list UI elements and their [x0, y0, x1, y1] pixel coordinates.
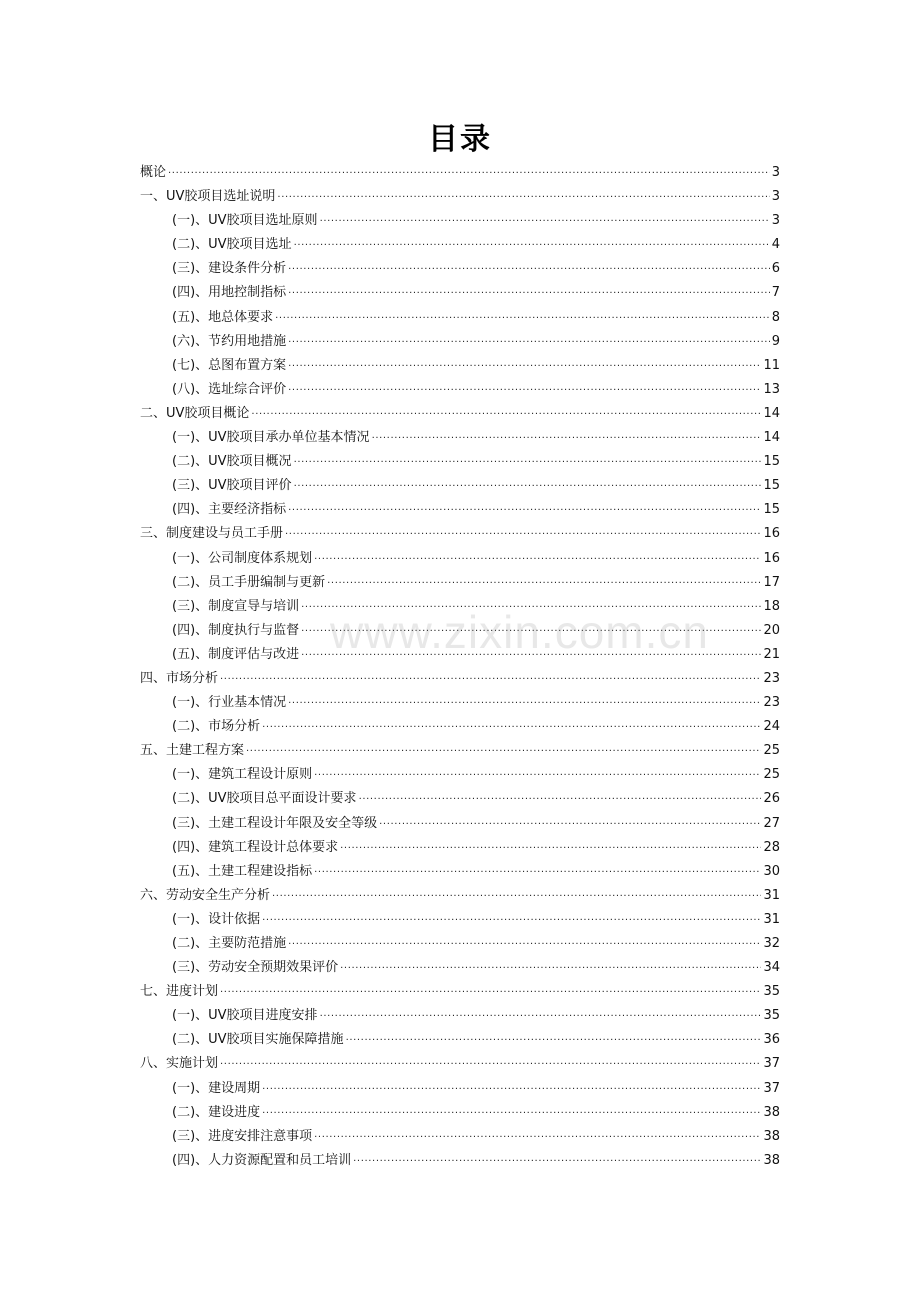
toc-entry-page-number: 23 — [763, 695, 780, 711]
toc-entry-label: 七、进度计划 — [140, 984, 219, 1000]
toc-entry-label: (二)、市场分析 — [172, 719, 261, 735]
toc-entry-page-number: 36 — [763, 1032, 780, 1048]
page-title: 目录 — [428, 122, 492, 157]
toc-entry-label: (一)、UV胶项目进度安排 — [172, 1008, 318, 1024]
toc-entry-label: (五)、土建工程建设指标 — [172, 863, 313, 879]
toc-entry-page-number: 26 — [763, 791, 780, 807]
toc-entry-page-number: 21 — [763, 646, 780, 662]
dot-leader — [246, 736, 761, 761]
table-of-contents — [140, 161, 780, 1173]
toc-entry-page-number: 37 — [763, 1080, 780, 1096]
toc-entry-page-number: 32 — [763, 936, 780, 951]
toc-entry-label: (二)、UV胶项目实施保障措施 — [172, 1032, 344, 1048]
dot-leader — [262, 712, 761, 737]
toc-entry-label: 六、劳动安全生产分析 — [140, 887, 271, 903]
dot-leader — [314, 544, 761, 569]
toc-entry-label: 三、制度建设与员工手册 — [140, 526, 284, 542]
toc-entry-label: (三)、建设条件分析 — [172, 261, 287, 277]
dot-leader — [285, 519, 761, 544]
toc-entry-page-number: 25 — [763, 743, 780, 759]
dot-leader — [168, 158, 770, 183]
toc-entry-page-number: 15 — [763, 454, 780, 470]
dot-leader — [288, 327, 770, 352]
toc-entry-page-number: 7 — [771, 285, 780, 301]
dot-leader — [294, 447, 762, 472]
dot-leader — [275, 303, 770, 328]
dot-leader — [288, 278, 770, 303]
toc-entry-page-number: 23 — [763, 670, 780, 686]
toc-entry-page-number: 6 — [771, 261, 780, 277]
toc-entry-page-number: 24 — [763, 719, 780, 735]
toc-entry-page-number: 20 — [763, 622, 780, 638]
toc-entry-page-number: 38 — [763, 1152, 780, 1168]
toc-entry-label: (一)、建设周期 — [172, 1080, 261, 1096]
toc-entry-page-number: 13 — [763, 381, 780, 397]
dot-leader — [320, 206, 770, 231]
toc-entry-page-number: 15 — [763, 478, 780, 494]
dot-leader — [262, 905, 761, 930]
dot-leader — [288, 375, 761, 400]
toc-entry-label: (四)、建筑工程设计总体要求 — [172, 839, 339, 855]
toc-entry-label: 五、土建工程方案 — [140, 743, 245, 759]
dot-leader — [372, 423, 762, 448]
toc-entry-label: (二)、建设进度 — [172, 1104, 261, 1120]
dot-leader — [301, 592, 761, 617]
dot-leader — [314, 857, 761, 882]
toc-entry-label: (四)、制度执行与监督 — [172, 622, 300, 638]
toc-entry-label: 一、UV胶项目选址说明 — [140, 189, 276, 205]
toc-entry-page-number: 11 — [763, 357, 780, 373]
toc-entry-label: 八、实施计划 — [140, 1056, 219, 1072]
toc-entry-label: (四)、人力资源配置和员工培训 — [172, 1152, 352, 1168]
dot-leader — [272, 881, 761, 906]
toc-entry-label: (四)、主要经济指标 — [172, 502, 287, 518]
toc-entry-page-number: 17 — [763, 574, 780, 590]
dot-leader — [314, 1122, 761, 1147]
toc-entry-label: (二)、UV胶项目选址 — [172, 237, 292, 253]
toc-entry-label: (一)、公司制度体系规划 — [172, 550, 313, 566]
toc-entry-label: 四、市场分析 — [140, 670, 219, 686]
toc-entry-page-number: 3 — [771, 213, 780, 229]
toc-entry-page-number: 31 — [763, 887, 780, 903]
dot-leader — [288, 495, 761, 520]
toc-entry-page-number: 15 — [763, 502, 780, 518]
toc-entry-page-number: 3 — [771, 189, 780, 205]
dot-leader — [340, 833, 761, 858]
toc-entry-label: (六)、节约用地措施 — [172, 333, 287, 349]
toc-entry-page-number: 9 — [771, 333, 780, 349]
dot-leader — [301, 640, 761, 665]
toc-entry-page-number: 38 — [763, 1128, 780, 1144]
toc-entry-page-number: 18 — [763, 598, 780, 614]
toc-entry-label: (一)、UV胶项目选址原则 — [172, 213, 318, 229]
dot-leader — [262, 1074, 761, 1099]
toc-entry-label: (三)、UV胶项目评价 — [172, 478, 292, 494]
toc-entry-label: (二)、主要防范措施 — [172, 936, 287, 951]
toc-entry-label: (五)、地总体要求 — [172, 309, 274, 325]
dot-leader — [220, 1049, 761, 1074]
dot-leader — [294, 230, 770, 255]
dot-leader — [294, 471, 762, 496]
watermark: www.zixin.com.cn — [330, 606, 709, 658]
dot-leader — [359, 784, 762, 809]
dot-leader — [340, 953, 761, 978]
toc-entry-label: (五)、制度评估与改进 — [172, 646, 300, 662]
dot-leader — [320, 1001, 762, 1026]
dot-leader — [288, 688, 761, 713]
toc-entry-label: (七)、总图布置方案 — [172, 357, 287, 373]
toc-entry-label: (一)、设计依据 — [172, 911, 261, 927]
toc-entry-page-number: 37 — [763, 1056, 780, 1072]
toc-entry-label: (三)、土建工程设计年限及安全等级 — [172, 815, 378, 831]
toc-entry-page-number: 30 — [763, 863, 780, 879]
toc-entry-label: (八)、选址综合评价 — [172, 381, 287, 397]
toc-entry-label: (二)、员工手册编制与更新 — [172, 574, 326, 590]
toc-entry-page-number: 28 — [763, 839, 780, 855]
toc-entry-label: (一)、建筑工程设计原则 — [172, 767, 313, 783]
toc-entry-page-number: 31 — [763, 911, 780, 927]
toc-entry-label: (一)、行业基本情况 — [172, 695, 287, 711]
toc-entry-page-number: 16 — [763, 526, 780, 542]
toc-entry-page-number: 35 — [763, 984, 780, 1000]
dot-leader — [379, 809, 761, 834]
toc-entry-label: 二、UV胶项目概论 — [140, 405, 250, 421]
toc-entry-page-number: 27 — [763, 815, 780, 831]
dot-leader — [277, 182, 769, 207]
dot-leader — [301, 616, 761, 641]
toc-entry-label: (三)、进度安排注意事项 — [172, 1128, 313, 1144]
dot-leader — [288, 929, 761, 954]
toc-entry-label: (一)、UV胶项目承办单位基本情况 — [172, 430, 370, 446]
toc-entry-label: (二)、UV胶项目总平面设计要求 — [172, 791, 357, 807]
dot-leader — [353, 1146, 761, 1171]
toc-entry-page-number: 38 — [763, 1104, 780, 1120]
dot-leader — [314, 760, 761, 785]
toc-entry-label: (三)、制度宣导与培训 — [172, 598, 300, 614]
toc-entry-label: (四)、用地控制指标 — [172, 285, 287, 301]
dot-leader — [251, 399, 761, 424]
toc-entry-label: 概论 — [140, 165, 167, 180]
toc-entry[interactable] — [140, 1149, 780, 1173]
dot-leader — [220, 664, 761, 689]
dot-leader — [327, 568, 761, 593]
toc-entry-page-number: 4 — [771, 237, 780, 253]
toc-entry-page-number: 16 — [763, 550, 780, 566]
dot-leader — [288, 254, 770, 279]
dot-leader — [346, 1025, 762, 1050]
toc-entry-page-number: 34 — [763, 960, 780, 976]
dot-leader — [288, 351, 761, 376]
toc-entry-label: (二)、UV胶项目概况 — [172, 454, 292, 470]
dot-leader — [262, 1098, 761, 1123]
toc-entry-page-number: 3 — [771, 165, 780, 180]
toc-entry-page-number: 14 — [763, 405, 780, 421]
toc-entry-label: (三)、劳动安全预期效果评价 — [172, 960, 339, 976]
toc-entry-page-number: 8 — [771, 309, 780, 325]
toc-entry-page-number: 14 — [763, 430, 780, 446]
toc-entry-page-number: 25 — [763, 767, 780, 783]
toc-entry-page-number: 35 — [763, 1008, 780, 1024]
dot-leader — [220, 977, 761, 1002]
